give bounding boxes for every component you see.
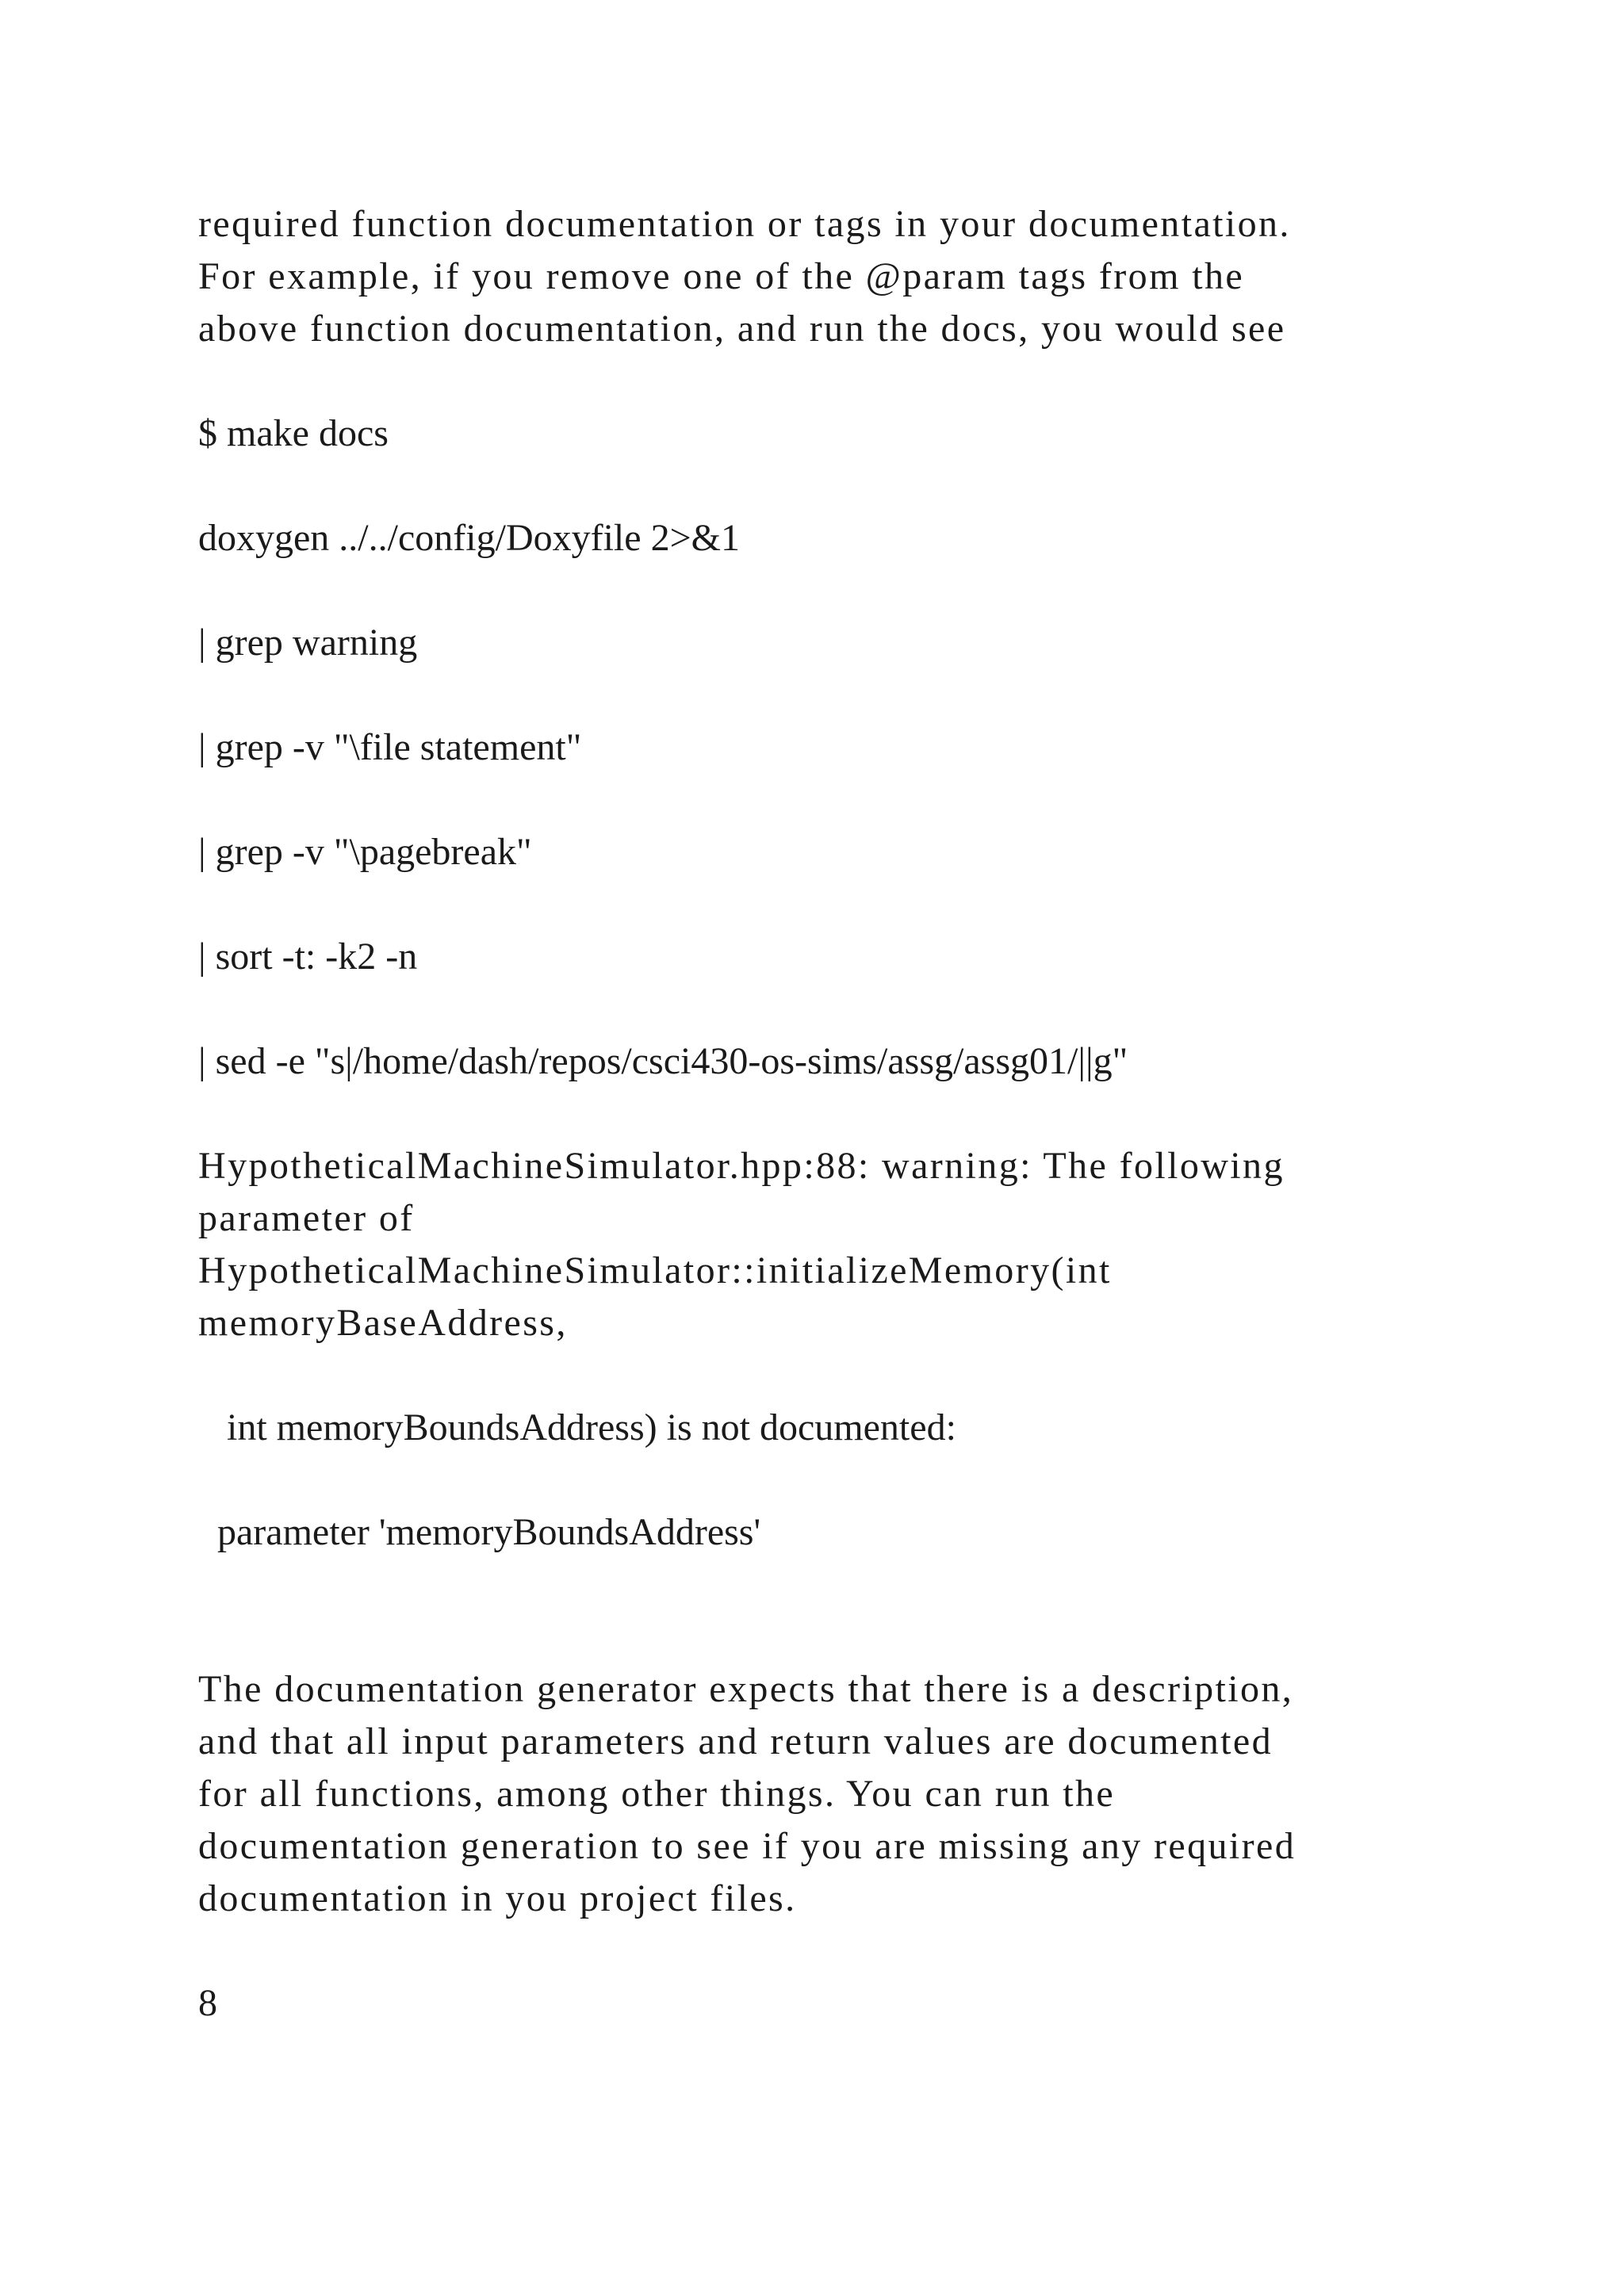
intro-line: required function documentation or tags in your documentation.: [198, 203, 1291, 245]
pipeline-line: | grep warning: [198, 622, 418, 664]
pipeline-line: | sort -t: -k2 -n: [198, 936, 418, 978]
make-docs-command: $ make docs: [198, 412, 389, 454]
closing-line: The documentation generator expects that there is a description,: [198, 1668, 1294, 1710]
warning-parameter-line: parameter 'memoryBoundsAddress': [198, 1511, 761, 1553]
intro-line: above function documentation, and run the docs, you would see: [198, 308, 1286, 350]
pipeline-line: doxygen ../../config/Doxyfile 2>&1: [198, 517, 740, 559]
pipeline-line: | sed -e "s|/home/dash/repos/csci430-os-sims/assg/assg01/||g": [198, 1040, 1128, 1082]
closing-line: documentation generation to see if you are missing any required: [198, 1825, 1297, 1867]
warning-line: memoryBaseAddress,: [198, 1302, 568, 1344]
closing-line: and that all input parameters and return values are documented: [198, 1720, 1273, 1762]
closing-line: documentation in you project files.: [198, 1877, 797, 1919]
pipeline-line: | grep -v "\file statement": [198, 726, 582, 768]
page-number: 8: [198, 1982, 217, 2024]
closing-line: for all functions, among other things. You can run the: [198, 1773, 1116, 1815]
pipeline-line: | grep -v "\pagebreak": [198, 831, 532, 873]
warning-line: parameter of: [198, 1197, 415, 1239]
warning-continued-line: int memoryBoundsAddress) is not documented:: [198, 1406, 956, 1448]
warning-line: HypotheticalMachineSimulator.hpp:88: warning: The following: [198, 1145, 1285, 1187]
intro-line: For example, if you remove one of the @param tags from the: [198, 255, 1245, 297]
warning-line: HypotheticalMachineSimulator::initializeMemory(int: [198, 1249, 1112, 1292]
